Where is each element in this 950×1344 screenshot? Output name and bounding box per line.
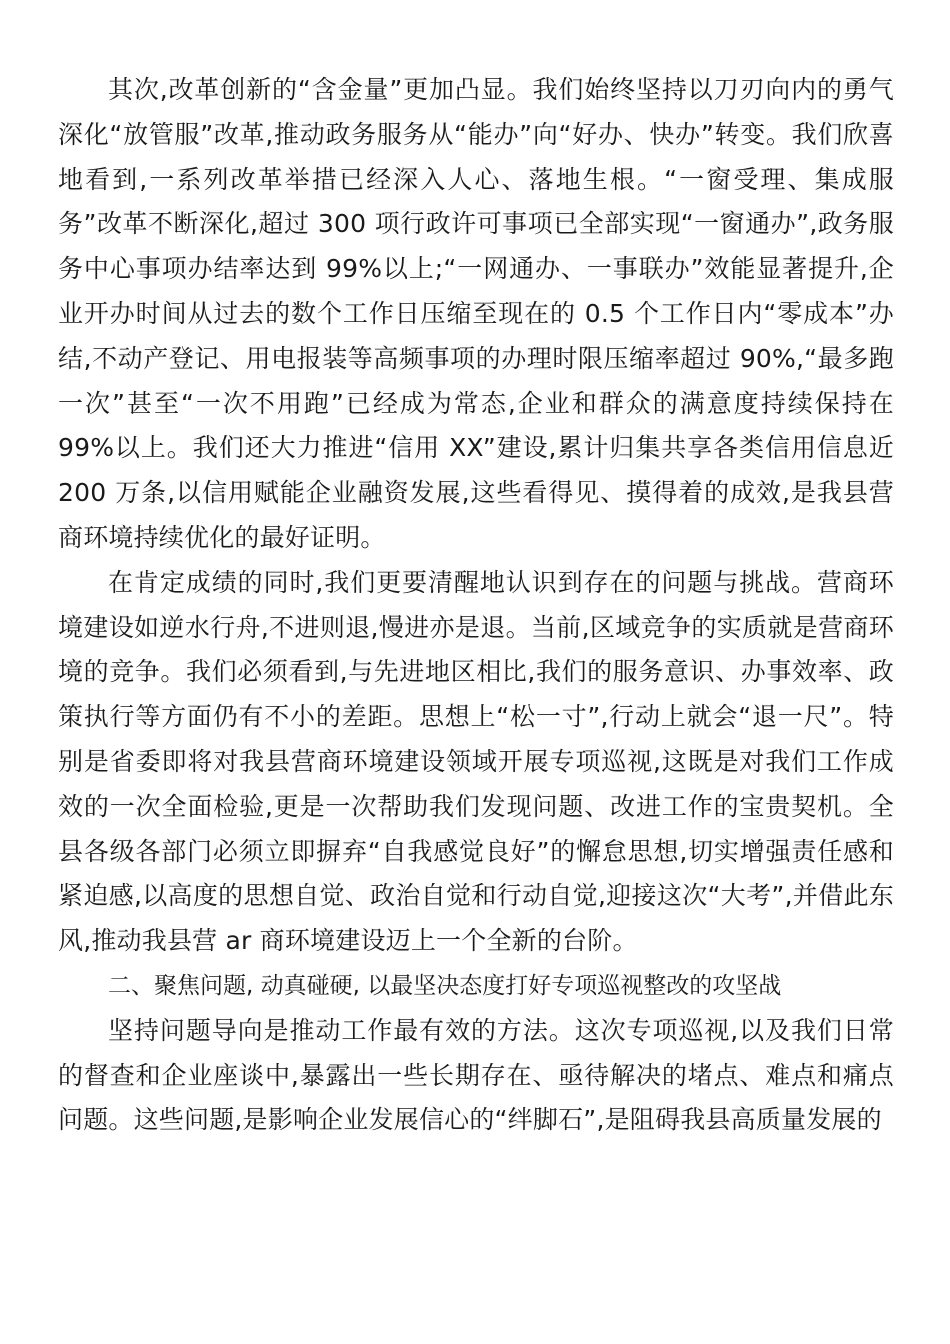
paragraph-problem-orientation: 坚持问题导向是推动工作最有效的方法。这次专项巡视,以及我们日常的督查和企业座谈中,暴露出一些长期存在、亟待解决的堵点、难点和痛点问题。这些问题,是影响企业发展信心的“绊脚石”,是阻碍我县高质量发展的 — [58, 1015, 894, 1135]
paragraph-reform-results: 其次,改革创新的“含金量”更加凸显。我们始终坚持以刀刃向内的勇气深化“放管服”改革,推动政务服务从“能办”向“好办、快办”转变。我们欣喜地看到,一系列改革举措已经深入人心、落地生根。“一窗受理、集成服务”改革不断深化,超过 300 项行政许可事项已全部实现“一窗通办”,政务服务中心事项办结率达到 99%以上;“一网通办、一事联办”效能显著提升,企业开办时间从过去的数个工作日压缩至现在的 0.5 个工作日内“零成本”办结,不动产登记、用电报装等高频事项的办理时限压缩率超过 90%,“最多跑一次”甚至“一次不用跑”已经成为常态,企业和群众的满意度持续保持在 99%以上。我们还大力推进“信用 XX”建设,累计归集共享各类信用信息近 200 万条,以信用赋能企业融资发展,这些看得见、摸得着的成效,是我县营商环境持续优化的最好证明。 — [58, 75, 894, 552]
section-heading: 二、聚焦问题, 动真碰硬, 以最坚决态度打好专项巡视整改的攻坚战 — [108, 972, 782, 999]
paragraph-problems-challenges: 在肯定成绩的同时,我们更要清醒地认识到存在的问题与挑战。营商环境建设如逆水行舟,不进则退,慢进亦是退。当前,区域竞争的实质就是营商环境的竞争。我们必须看到,与先进地区相比,我们的服务意识、办事效率、政策执行等方面仍有不小的差距。思想上“松一寸”,行动上就会“退一尺”。特别是省委即将对我县营商环境建设领域开展专项巡视,这既是对我们工作成效的一次全面检验,更是一次帮助我们发现问题、改进工作的宝贵契机。全县各级各部门必须立即摒弃“自我感觉良好”的懈怠思想,切实增强责任感和紧迫感,以高度的思想自觉、政治自觉和行动自觉,迎接这次“大考”,并借此东风,推动我县营 ar 商环境建设迈上一个全新的台阶。 — [58, 567, 894, 956]
document-page — [58, 68, 894, 1143]
